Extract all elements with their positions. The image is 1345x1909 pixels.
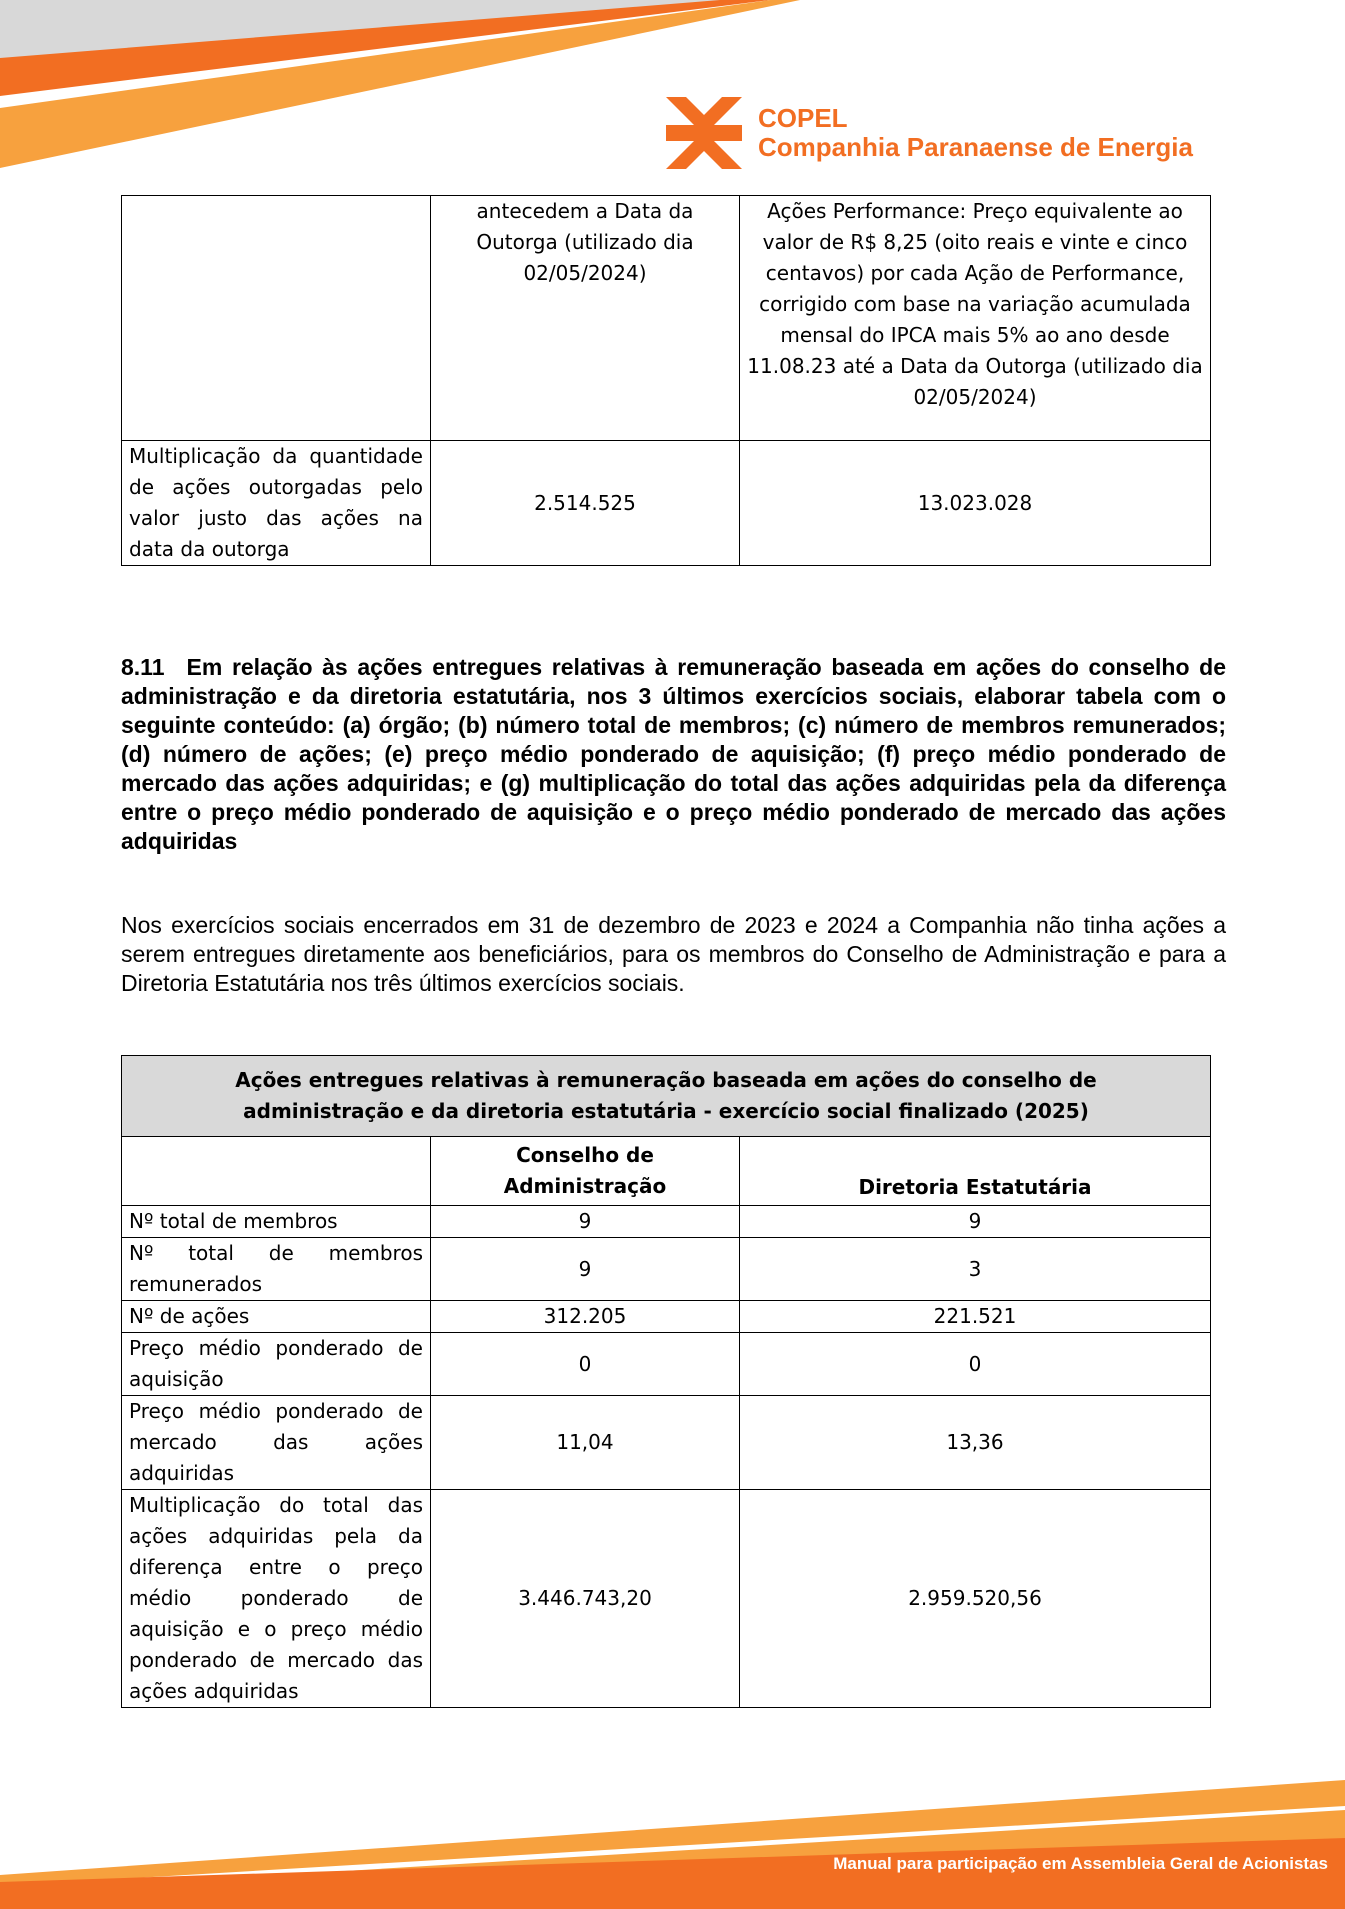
table-cell: 2.959.520,56 — [740, 1490, 1211, 1708]
row-label: Multiplicação do total das ações adquiridas pela da diferença entre o preço médio ponderado de aquisição e o preço médio ponderado de mercado das ações adquiridas — [122, 1490, 431, 1708]
table-row — [122, 1301, 1211, 1333]
row-label: Nº total de membros remunerados — [122, 1238, 431, 1301]
table-cell: 13,36 — [740, 1396, 1211, 1490]
table-row — [122, 1238, 1211, 1301]
table-cell: 3.446.743,20 — [431, 1490, 740, 1708]
company-short-name: COPEL — [758, 103, 848, 133]
row-label: Nº de ações — [122, 1301, 431, 1333]
column-header: Diretoria Estatutária — [740, 1137, 1211, 1206]
table-title-row — [122, 1056, 1211, 1137]
table-cell: Ações Performance: Preço equivalente ao valor de R$ 8,25 (oito reais e vinte e cinco centavos) por cada Ação de Performance, corrigido com base na variação acumulada mensal do IPCA mais 5% ao ano desde 11.08.23 até a Data da Outorga (utilizado dia 02/05/2024) — [740, 196, 1211, 441]
table-cell: 2.514.525 — [431, 441, 740, 566]
table-cell: 9 — [431, 1238, 740, 1301]
footer-text: Manual para participação em Assembleia Geral de Acionistas — [833, 1854, 1328, 1873]
table-row — [122, 441, 1211, 566]
table-cell: 0 — [431, 1333, 740, 1396]
section-title: Em relação às ações entregues relativas à remuneração baseada em ações do conselho de administração e da diretoria estatutária, nos 3 últimos exercícios sociais, elaborar tabela com o seguinte conteúdo: (a) órgão; (b) número total de membros; (c) número de membros remunerados; (d) número de ações; (e) preço médio ponderado de aquisição; (f) preço médio ponderado de mercado das ações adquiridas; e (g) multiplicação do total das ações adquiridas pela da diferença entre o preço médio ponderado de aquisição e o preço médio ponderado de mercado das ações adquiridas — [121, 654, 1226, 854]
table-cell: 3 — [740, 1238, 1211, 1301]
table-row — [122, 1333, 1211, 1396]
copel-star-icon — [666, 97, 742, 169]
column-header: Conselho de Administração — [431, 1137, 740, 1206]
table-cell: antecedem a Data da Outorga (utilizado dia 02/05/2024) — [431, 196, 740, 441]
table-cell: 9 — [431, 1206, 740, 1238]
section-number: 8.11 — [121, 654, 165, 680]
row-label: Nº total de membros — [122, 1206, 431, 1238]
section-heading — [121, 653, 1226, 856]
table-cell: 11,04 — [431, 1396, 740, 1490]
row-label: Preço médio ponderado de mercado das ações adquiridas — [122, 1396, 431, 1490]
table-row — [122, 196, 1211, 441]
table-cell: 221.521 — [740, 1301, 1211, 1333]
row-label: Preço médio ponderado de aquisição — [122, 1333, 431, 1396]
grant-value-table — [121, 195, 1211, 566]
table-cell: 13.023.028 — [740, 441, 1211, 566]
company-full-name: Companhia Paranaense de Energia — [758, 132, 1193, 162]
table-title: Ações entregues relativas à remuneração baseada em ações do conselho de administração e da diretoria estatutária - exercício social finalizado (2025) — [122, 1056, 1211, 1137]
table-row — [122, 1206, 1211, 1238]
table-cell — [122, 196, 431, 441]
table-cell: Multiplicação da quantidade de ações outorgadas pelo valor justo das ações na data da outorga — [122, 441, 431, 566]
shares-delivered-table — [121, 1055, 1211, 1708]
table-header-row — [122, 1137, 1211, 1206]
section-paragraph: Nos exercícios sociais encerrados em 31 de dezembro de 2023 e 2024 a Companhia não tinha ações a serem entregues diretamente aos beneficiários, para os membros do Conselho de Administração e para a Diretoria Estatutária nos três últimos exercícios sociais. — [121, 912, 1226, 996]
column-header — [122, 1137, 431, 1206]
copel-logo — [666, 97, 1193, 169]
table-row — [122, 1490, 1211, 1708]
footer-swoosh — [0, 1780, 1345, 1909]
table-cell: 312.205 — [431, 1301, 740, 1333]
table-row — [122, 1396, 1211, 1490]
table-cell: 9 — [740, 1206, 1211, 1238]
table-cell: 0 — [740, 1333, 1211, 1396]
